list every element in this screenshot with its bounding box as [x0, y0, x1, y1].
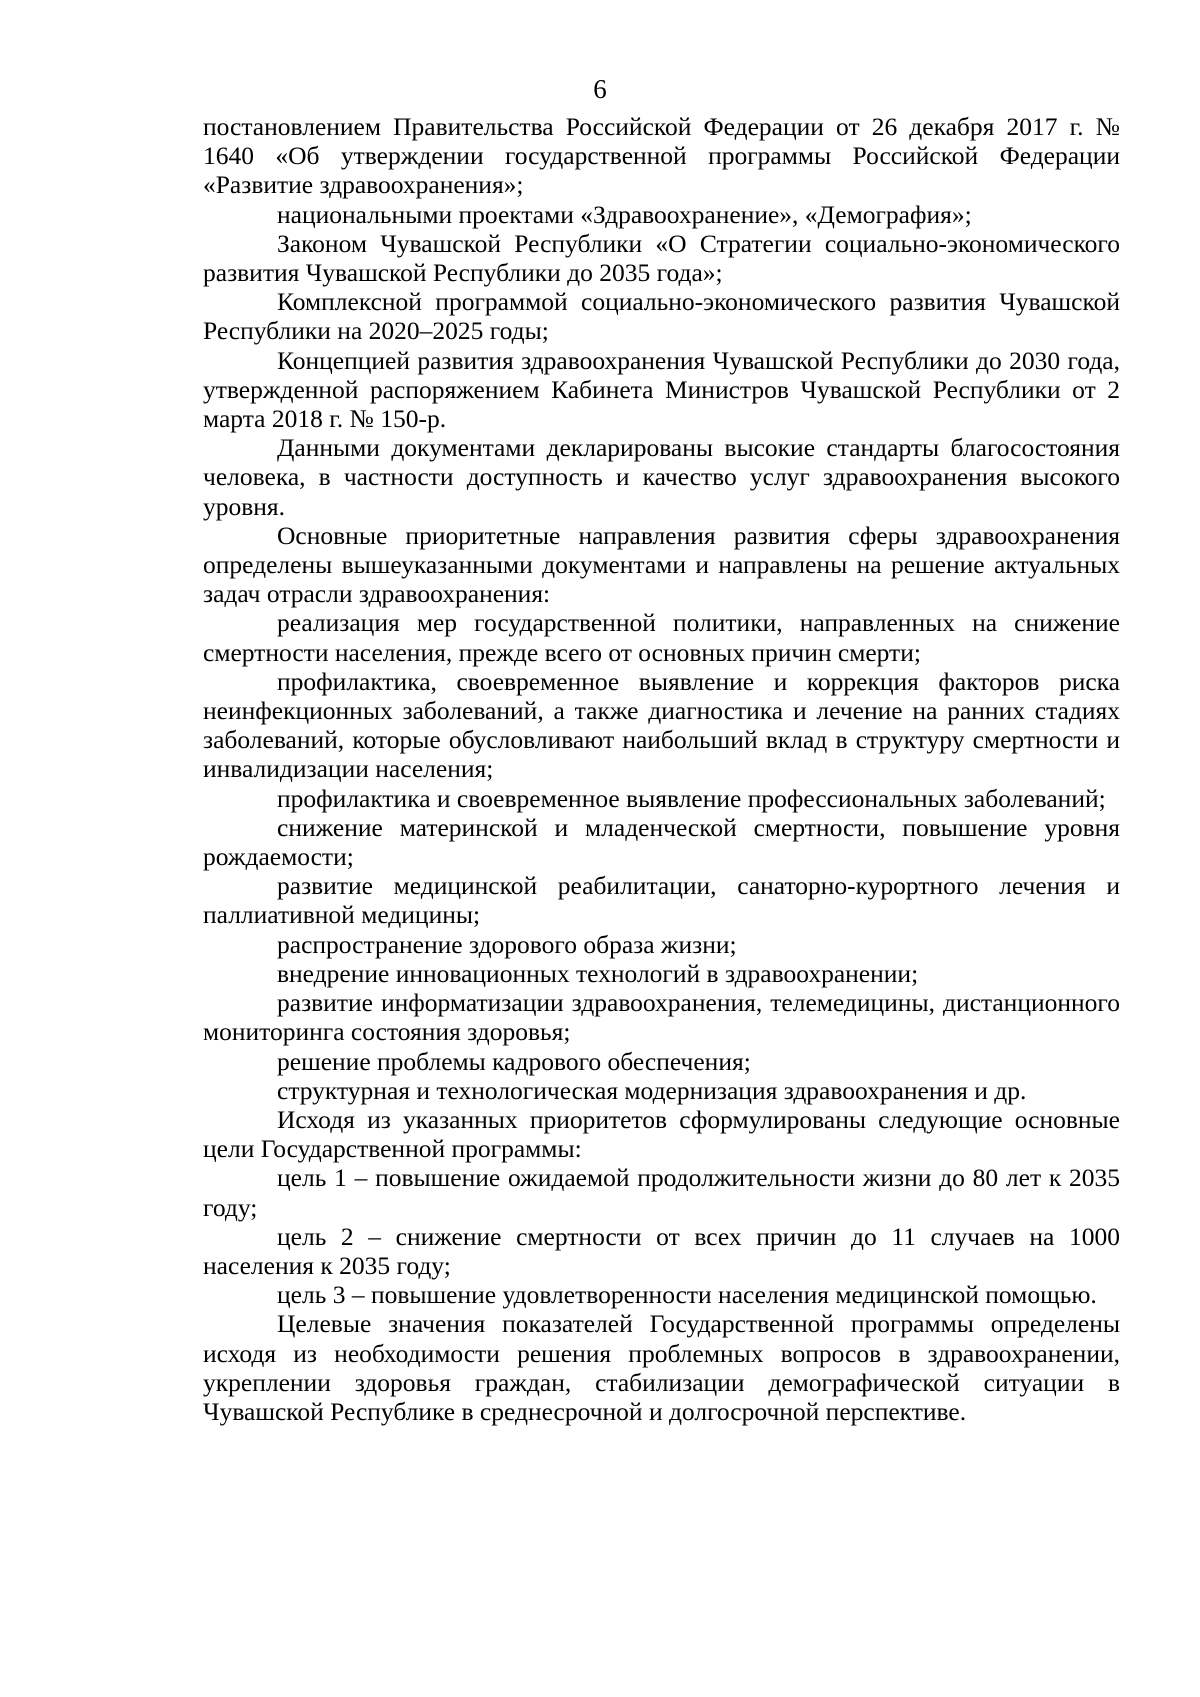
goal-item: цель 3 – повышение удовлетворенности населения медицинской помощью. — [277, 1280, 1097, 1310]
paragraph: Законом Чувашской Республики «О Стратегии социально-экономического развития Чувашской Республики до 2035 года»; — [203, 228, 1120, 288]
page-number: 6 — [593, 74, 607, 104]
list-item: снижение материнской и младенческой смертности, повышение уровня рождаемости; — [203, 812, 1120, 872]
paragraph: Целевые значения показателей Государственной программы определены исходя из необходимости решения проблемных вопросов в здравоохранении, укреплении здоровья граждан, стабилизации демографической ситуации в Чувашской Республике в среднесрочной и долгосрочной перспективе. — [203, 1309, 1120, 1426]
list-item: профилактика и своевременное выявление профессиональных заболеваний; — [277, 783, 1106, 813]
paragraph-continuation: постановлением Правительства Российской Федерации от 26 декабря 2017 г. № 1640 «Об утверждении государственной программы Российской Федерации «Развитие здравоохранения»; — [203, 112, 1120, 200]
paragraph: Комплексной программой социально-экономического развития Чувашской Республики на 2020–2025 годы; — [203, 287, 1120, 346]
document-body — [203, 112, 1120, 1426]
list-item: решение проблемы кадрового обеспечения; — [277, 1046, 751, 1076]
paragraph: Концепцией развития здравоохранения Чувашской Республики до 2030 года, утвержденной распоряжением Кабинета Министров Чувашской Республики от 2 марта 2018 г. № 150-р. — [203, 345, 1120, 434]
paragraph: национальными проектами «Здравоохранение», «Демография»; — [277, 199, 972, 229]
goal-item: цель 2 – снижение смертности от всех причин до 11 случаев на 1000 населения к 2035 году; — [203, 1221, 1120, 1280]
list-item: распространение здорового образа жизни; — [277, 929, 737, 959]
paragraph: Исходя из указанных приоритетов сформулированы следующие основные цели Государственной программы: — [203, 1104, 1120, 1164]
paragraph: Данными документами декларированы высокие стандарты благосостояния человека, в частности доступность и качество услуг здравоохранения высокого уровня. — [203, 433, 1120, 521]
list-item: структурная и технологическая модернизация здравоохранения и др. — [277, 1075, 1027, 1105]
list-item: профилактика, своевременное выявление и коррекция факторов риска неинфекционных заболеваний, а также диагностика и лечение на ранних стадиях заболеваний, которые обусловливают наибольший вклад в структуру смертности и инвалидизации населения; — [203, 666, 1120, 784]
goal-item: цель 1 – повышение ожидаемой продолжительности жизни до 80 лет к 2035 году; — [203, 1163, 1120, 1222]
list-item: развитие медицинской реабилитации, санаторно-курортного лечения и паллиативной медицины; — [203, 871, 1120, 930]
paragraph: Основные приоритетные направления развития сферы здравоохранения определены вышеуказанными документами и направлены на решение актуальных задач отрасли здравоохранения: — [203, 520, 1120, 609]
list-item: развитие информатизации здравоохранения, телемедицины, дистанционного мониторинга состояния здоровья; — [203, 988, 1120, 1047]
list-item: внедрение инновационных технологий в здравоохранении; — [277, 958, 919, 988]
list-item: реализация мер государственной политики, направленных на снижение смертности населения, прежде всего от основных причин смерти; — [203, 608, 1120, 667]
